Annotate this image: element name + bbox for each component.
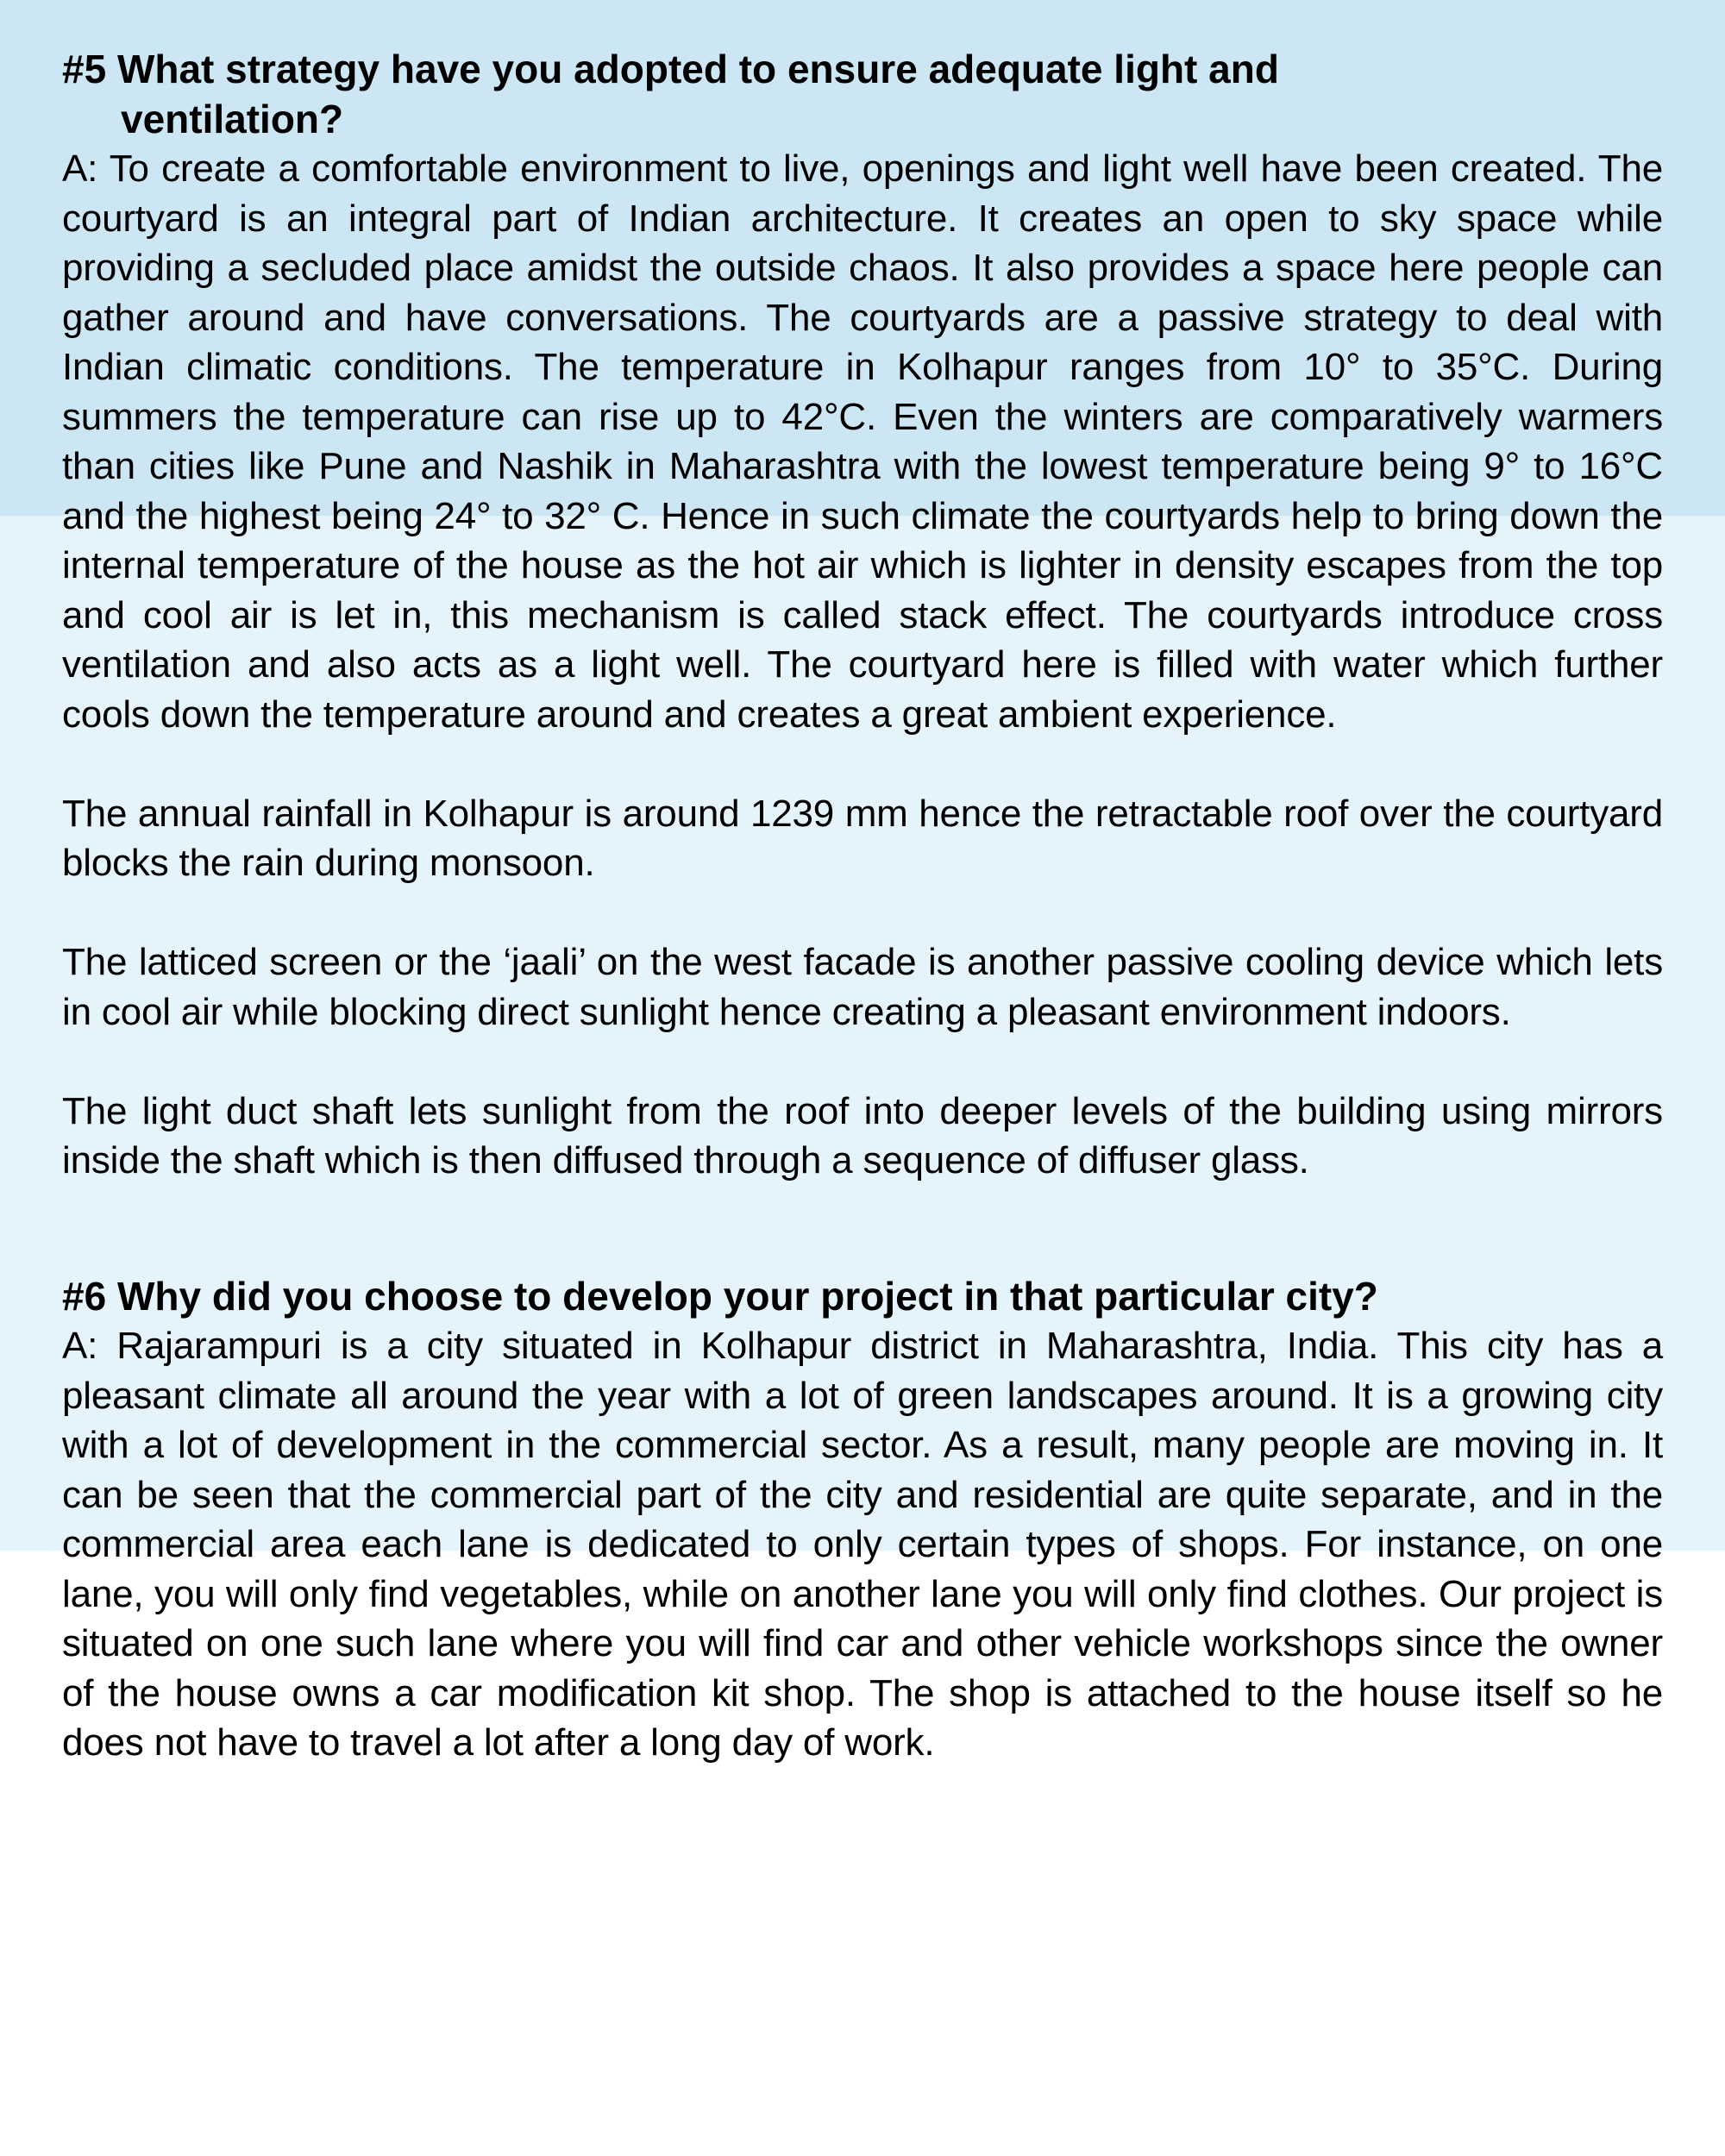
- answer-6-paragraph-1: A: Rajarampuri is a city situated in Kolhapur district in Maharashtra, India. This city has a pleasant climate all around the year with a lot of green landscapes around. It is a growing city with a lot of development in the commercial sector. As a result, many people are moving in. It can be seen that the commercial part of the city and residential are quite separate, and in the commercial area each lane is dedicated to only certain types of shops. For instance, on one lane, you will only find vegetables, while on another lane you will only find clothes. Our project is situated on one such lane where you will find car and other vehicle workshops since the owner of the house owns a car modification kit shop. The shop is attached to the house itself so he does not have to travel a lot after a long day of work.: [62, 1325, 1663, 1764]
- answer-5-paragraph-2: The annual rainfall in Kolhapur is around 1239 mm hence the retractable roof over the courtyard blocks the rain during monsoon.: [62, 792, 1663, 884]
- qa-section-6: [62, 1272, 1663, 1768]
- question-5-heading: #5 What strategy have you adopted to ensure adequate light and ventilation?: [62, 47, 1279, 141]
- document-body: [62, 45, 1663, 1768]
- answer-5-paragraph-4: The light duct shaft lets sunlight from the roof into deeper levels of the building using mirrors inside the shaft which is then diffused through a sequence of diffuser glass.: [62, 1089, 1663, 1181]
- question-6-heading: #6 Why did you choose to develop your project in that particular city?: [62, 1273, 1378, 1319]
- answer-5-paragraph-3: The latticed screen or the ‘jaali’ on the west facade is another passive cooling device which lets in cool air while blocking direct sunlight hence creating a pleasant environment indoors.: [62, 941, 1663, 1033]
- answer-5-paragraph-1: A: To create a comfortable environment to live, openings and light well have been created. The courtyard is an integral part of Indian architecture. It creates an open to sky space while providing a secluded place amidst the outside chaos. It also provides a space here people can gather around and have conversations. The courtyards are a passive strategy to deal with Indian climatic conditions. The temperature in Kolhapur ranges from 10° to 35°C. During summers the temperature can rise up to 42°C. Even the winters are comparatively warmers than cities like Pune and Nashik in Maharashtra with the lowest temperature being 9° to 16°C and the highest being 24° to 32° C. Hence in such climate the courtyards help to bring down the internal temperature of the house as the hot air which is lighter in density escapes from the top and cool air is let in, this mechanism is called stack effect. The courtyards introduce cross ventilation and also acts as a light well. The courtyard here is filled with water which further cools down the temperature around and creates a great ambient experience.: [62, 147, 1663, 736]
- qa-section-5: [62, 45, 1663, 1186]
